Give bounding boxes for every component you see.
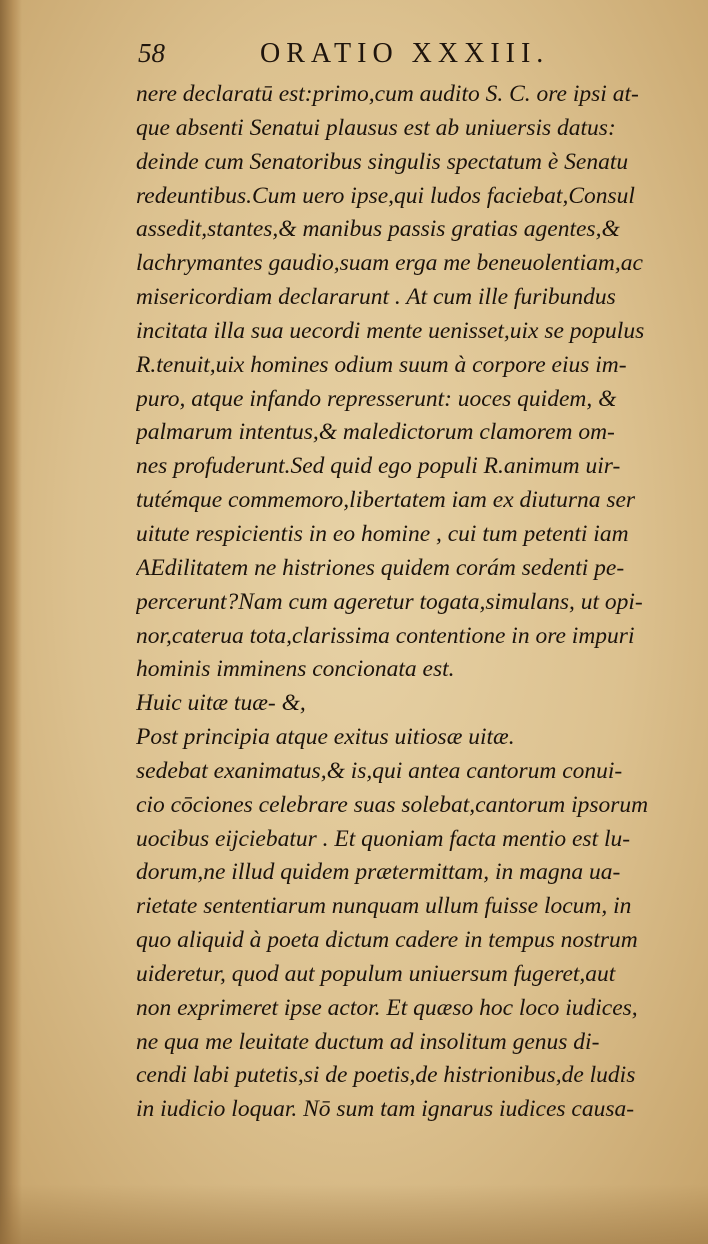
text-line: uocibus eijciebatur . Et quoniam facta mentio est lu- [136,825,631,852]
text-line: non exprimeret ipse actor. Et quæso hoc loco iudices, [136,994,638,1021]
verse-line: Huic uitæ tuæ- &, [136,690,306,717]
text-line: que absenti Senatui plausus est ab uniuersis datus: [136,114,616,141]
text-line: incitata illa sua uecordi mente uenisset,uix se populus [136,317,645,344]
text-line: cio cōciones celebrare suas solebat,cantorum ipsorum [136,791,649,818]
text-line: uitute respicientis in eo homine , cui tum petenti iam [136,520,629,547]
text-line: percerunt?Nam cum ageretur togata,simulans, ut opi- [136,588,643,615]
page-bottom-shadow [0,1184,708,1244]
text-line: puro, atque infando represserunt: uoces quidem, & [136,385,617,412]
running-head: ORATIO XXXIII. [260,38,550,69]
text-line: nere declaratū est:primo,cum audito S. C. ore ipsi at- [136,81,639,107]
text-line: AEdilitatem ne histriones quidem corám sedenti pe- [136,554,625,581]
text-line: cendi labi putetis,si de poetis,de histrionibus,de ludis [136,1062,636,1089]
text-line: nes profuderunt.Sed quid ego populi R.animum uir- [136,453,621,480]
verse-line: Post principia atque exitus uitiosæ uitæ. [136,724,515,751]
text-line: redeuntibus.Cum uero ipse,qui ludos faciebat,Consul [136,182,635,209]
text-line: dorum,ne illud quidem prætermittam, in magna ua- [136,859,621,886]
text-line: assedit,stantes,& manibus passis gratias agentes,& [136,216,620,243]
page-header [138,38,678,78]
text-line: deinde cum Senatoribus singulis spectatum è Senatu [136,148,629,175]
text-line: nor,caterua tota,clarissima contentione in ore impuri [136,622,635,649]
text-line: misericordiam declararunt . At cum ille furibundus [136,284,616,311]
text-line: R.tenuit,uix homines odium suum à corpore eius im- [136,351,627,378]
text-line: quo aliquid à poeta dictum cadere in tempus nostrum [136,927,638,954]
body-text [136,78,676,1127]
page-number: 58 [138,38,165,68]
text-line: tutémque commemoro,libertatem iam ex diuturna ser [136,487,636,514]
text-line: sedebat exanimatus,& is,qui antea cantorum conui- [136,757,623,784]
text-line: in iudicio loquar. Nō sum tam ignarus iudices causa- [136,1096,635,1123]
text-line: ne qua me leuitate ductum ad insolitum genus di- [136,1028,600,1055]
text-line: palmarum intentus,& maledictorum clamorem om- [136,419,615,446]
page-gutter-shadow [0,0,22,1244]
text-line: uideretur, quod aut populum uniuersum fugeret,aut [136,960,616,987]
text-line: lachrymantes gaudio,suam erga me beneuolentiam,ac [136,250,643,277]
text-line: hominis imminens concionata est. [136,656,455,683]
text-line: rietate sententiarum nunquam ullum fuisse locum, in [136,893,632,920]
